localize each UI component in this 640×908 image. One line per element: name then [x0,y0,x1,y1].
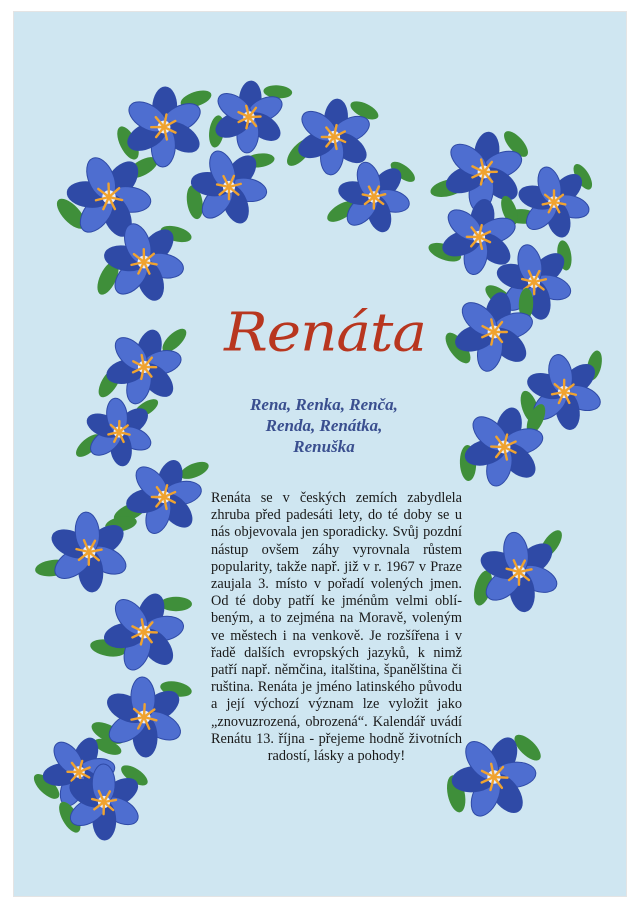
name-description: Renáta se v českých zemích zabydlela zhruba před padesáti lety, do té doby se u nás objevovala jen sporadicky. Svůj pozdní nástup ovšem záhy vyrovnala růstem popularity, takže např. již v r. 1967 v Praze zaujala 3. místo v pořadí volených jmen. Od té doby patří ke jménům velmi oblíbeným, a to zejména na Moravě, voleným ve městech i na venkově. Je rozšířena i v řadě dalších evropských jazyků, k nimž patří např. němčina, italština, španělština či ruština. Renáta je jméno latinského původu a její výchozí význam lze vyložit jako „znovuzrozená, obrozená“. Kalendář uvádí Renátu 13. října - přejeme hodně životních radostí, lásky a pohody! [211,490,462,765]
name-day-card [14,12,626,896]
variants-line: Renuška [293,437,355,456]
name-title: Renáta [224,300,426,364]
variants-line: Renda, Renátka, [265,416,383,435]
name-variants [204,394,444,457]
leaf-icon [160,597,192,611]
leaf-icon [178,458,211,482]
variants-line: Rena, Renka, Renča, [250,395,398,414]
